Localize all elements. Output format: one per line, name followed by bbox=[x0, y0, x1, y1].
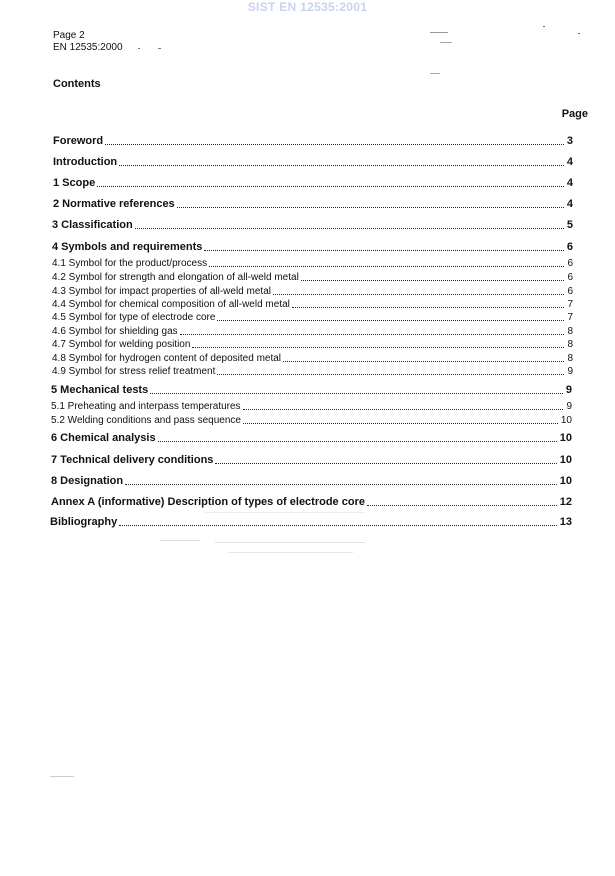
dot-leader bbox=[119, 525, 557, 526]
toc-entry-title: 5 Mechanical tests bbox=[51, 384, 149, 396]
scan-speck bbox=[158, 48, 161, 49]
page-column-label: Page bbox=[561, 108, 588, 120]
toc-entry-4-6[interactable] bbox=[52, 325, 573, 338]
toc-entry-title: 4.3 Symbol for impact properties of all-weld metal bbox=[52, 286, 271, 297]
toc-entry-title: 6 Chemical analysis bbox=[51, 432, 156, 444]
dot-leader bbox=[180, 334, 565, 335]
toc-entry-title: 1 Scope bbox=[53, 177, 96, 189]
toc-entry-title: Introduction bbox=[53, 156, 118, 168]
toc-entry-page: 10 bbox=[559, 475, 572, 487]
toc-entry-page: 5 bbox=[566, 219, 573, 231]
toc-entry-4-3[interactable] bbox=[52, 285, 573, 298]
toc-entry-page: 12 bbox=[559, 496, 572, 508]
toc-entry-page: 6 bbox=[566, 241, 573, 253]
page-number: Page 2 bbox=[53, 30, 85, 41]
toc-entry-title: 4.4 Symbol for chemical composition of all-weld metal bbox=[52, 299, 290, 310]
toc-entry-symbols-and-requirements[interactable] bbox=[52, 241, 573, 254]
dot-leader bbox=[273, 294, 564, 295]
toc-entry-4-7[interactable] bbox=[52, 338, 573, 351]
toc-entry-page: 8 bbox=[567, 353, 573, 364]
toc-entry-title: 4.1 Symbol for the product/process bbox=[52, 258, 208, 269]
dot-leader bbox=[367, 505, 557, 506]
toc-entry-title: 3 Classification bbox=[52, 219, 133, 231]
toc-entry-title: Annex A (informative) Description of types of electrode core bbox=[51, 496, 365, 508]
toc-entry-page: 10 bbox=[559, 454, 572, 466]
dot-leader bbox=[192, 347, 564, 348]
toc-entry-4-8[interactable] bbox=[52, 352, 573, 365]
toc-entry-title: 5.1 Preheating and interpass temperatures bbox=[51, 401, 241, 412]
toc-entry-bibliography[interactable] bbox=[50, 516, 572, 529]
toc-entry-title: Bibliography bbox=[50, 516, 118, 528]
page-header bbox=[53, 30, 123, 54]
toc-entry-page: 9 bbox=[566, 401, 572, 412]
toc-entry-page: 6 bbox=[567, 258, 573, 269]
toc-entry-title: 5.2 Welding conditions and pass sequence bbox=[51, 415, 241, 426]
toc-entry-4-2[interactable] bbox=[52, 271, 573, 284]
dot-leader bbox=[204, 250, 563, 251]
toc-entry-page: 4 bbox=[566, 198, 573, 210]
toc-entry-title: 4.2 Symbol for strength and elongation of all-weld metal bbox=[52, 272, 299, 283]
toc-entry-title: 4.7 Symbol for welding position bbox=[52, 339, 191, 350]
toc-entry-title: 4.6 Symbol for shielding gas bbox=[52, 326, 178, 337]
dot-leader bbox=[105, 144, 564, 145]
toc-entry-title: 2 Normative references bbox=[53, 198, 175, 210]
dot-leader bbox=[97, 186, 564, 187]
toc-entry-title: 4 Symbols and requirements bbox=[52, 241, 203, 253]
toc-entry-page: 4 bbox=[566, 156, 573, 168]
toc-entry-page: 9 bbox=[567, 366, 573, 377]
scan-speck bbox=[543, 26, 545, 27]
toc-entry-4-4[interactable] bbox=[52, 298, 573, 311]
toc-entry-mechanical-tests[interactable] bbox=[51, 384, 572, 397]
toc-entry-title: 4.9 Symbol for stress relief treatment bbox=[52, 366, 216, 377]
toc-entry-4-1[interactable] bbox=[52, 257, 573, 270]
dot-leader bbox=[150, 393, 563, 394]
toc-entry-page: 4 bbox=[566, 177, 573, 189]
toc-entry-page: 3 bbox=[566, 135, 573, 147]
dot-leader bbox=[209, 266, 564, 267]
toc-entry-title: 4.5 Symbol for type of electrode core bbox=[52, 312, 216, 323]
toc-entry-4-9[interactable] bbox=[52, 365, 573, 378]
toc-entry-page: 6 bbox=[567, 286, 573, 297]
toc-entry-page: 7 bbox=[567, 312, 573, 323]
scan-speck bbox=[160, 540, 200, 541]
dot-leader bbox=[283, 361, 564, 362]
scan-speck bbox=[205, 512, 365, 513]
toc-entry-classification[interactable] bbox=[52, 219, 573, 232]
dot-leader bbox=[177, 207, 564, 208]
dot-leader bbox=[243, 423, 558, 424]
dot-leader bbox=[217, 320, 564, 321]
toc-entry-annex-a[interactable] bbox=[51, 496, 572, 509]
toc-entry-5-1[interactable] bbox=[51, 400, 572, 413]
toc-entry-5-2[interactable] bbox=[51, 414, 572, 427]
dot-leader bbox=[215, 463, 556, 464]
scan-speck bbox=[430, 73, 440, 74]
dot-leader bbox=[292, 307, 565, 308]
scan-speck bbox=[578, 33, 580, 34]
toc-entry-foreword[interactable] bbox=[53, 135, 573, 148]
scan-speck bbox=[138, 48, 140, 49]
standard-number: EN 12535:2000 bbox=[53, 42, 123, 53]
toc-entry-page: 13 bbox=[559, 516, 572, 528]
toc-entry-page: 8 bbox=[567, 326, 573, 337]
toc-entry-4-5[interactable] bbox=[52, 311, 573, 324]
toc-entry-title: 7 Technical delivery conditions bbox=[51, 454, 214, 466]
dot-leader bbox=[301, 280, 565, 281]
toc-entry-page: 7 bbox=[567, 299, 573, 310]
toc-entry-page: 8 bbox=[567, 339, 573, 350]
toc-entry-title: Foreword bbox=[53, 135, 104, 147]
watermark: SIST EN 12535:2001 bbox=[247, 0, 368, 14]
toc-entry-page: 10 bbox=[560, 415, 572, 426]
toc-entry-page: 9 bbox=[565, 384, 572, 396]
scan-speck bbox=[215, 542, 365, 543]
toc-entry-designation[interactable] bbox=[51, 475, 572, 488]
dot-leader bbox=[243, 409, 564, 410]
scan-speck bbox=[430, 32, 448, 33]
toc-entry-normative-references[interactable] bbox=[53, 198, 573, 211]
dot-leader bbox=[217, 374, 564, 375]
contents-heading: Contents bbox=[53, 78, 101, 90]
scan-speck bbox=[228, 552, 353, 553]
toc-entry-title: 8 Designation bbox=[51, 475, 124, 487]
toc-entry-introduction[interactable] bbox=[53, 156, 573, 169]
scan-speck bbox=[440, 42, 452, 43]
toc-entry-page: 6 bbox=[567, 272, 573, 283]
dot-leader bbox=[119, 165, 564, 166]
dot-leader bbox=[125, 484, 557, 485]
dot-leader bbox=[135, 228, 564, 229]
toc-entry-page: 10 bbox=[559, 432, 572, 444]
toc-entry-chemical-analysis[interactable] bbox=[51, 432, 572, 445]
scan-speck bbox=[50, 776, 74, 777]
toc-entry-title: 4.8 Symbol for hydrogen content of deposited metal bbox=[52, 353, 282, 364]
toc-entry-technical-delivery[interactable] bbox=[51, 454, 572, 467]
toc-entry-scope[interactable] bbox=[53, 177, 573, 190]
dot-leader bbox=[158, 441, 557, 442]
